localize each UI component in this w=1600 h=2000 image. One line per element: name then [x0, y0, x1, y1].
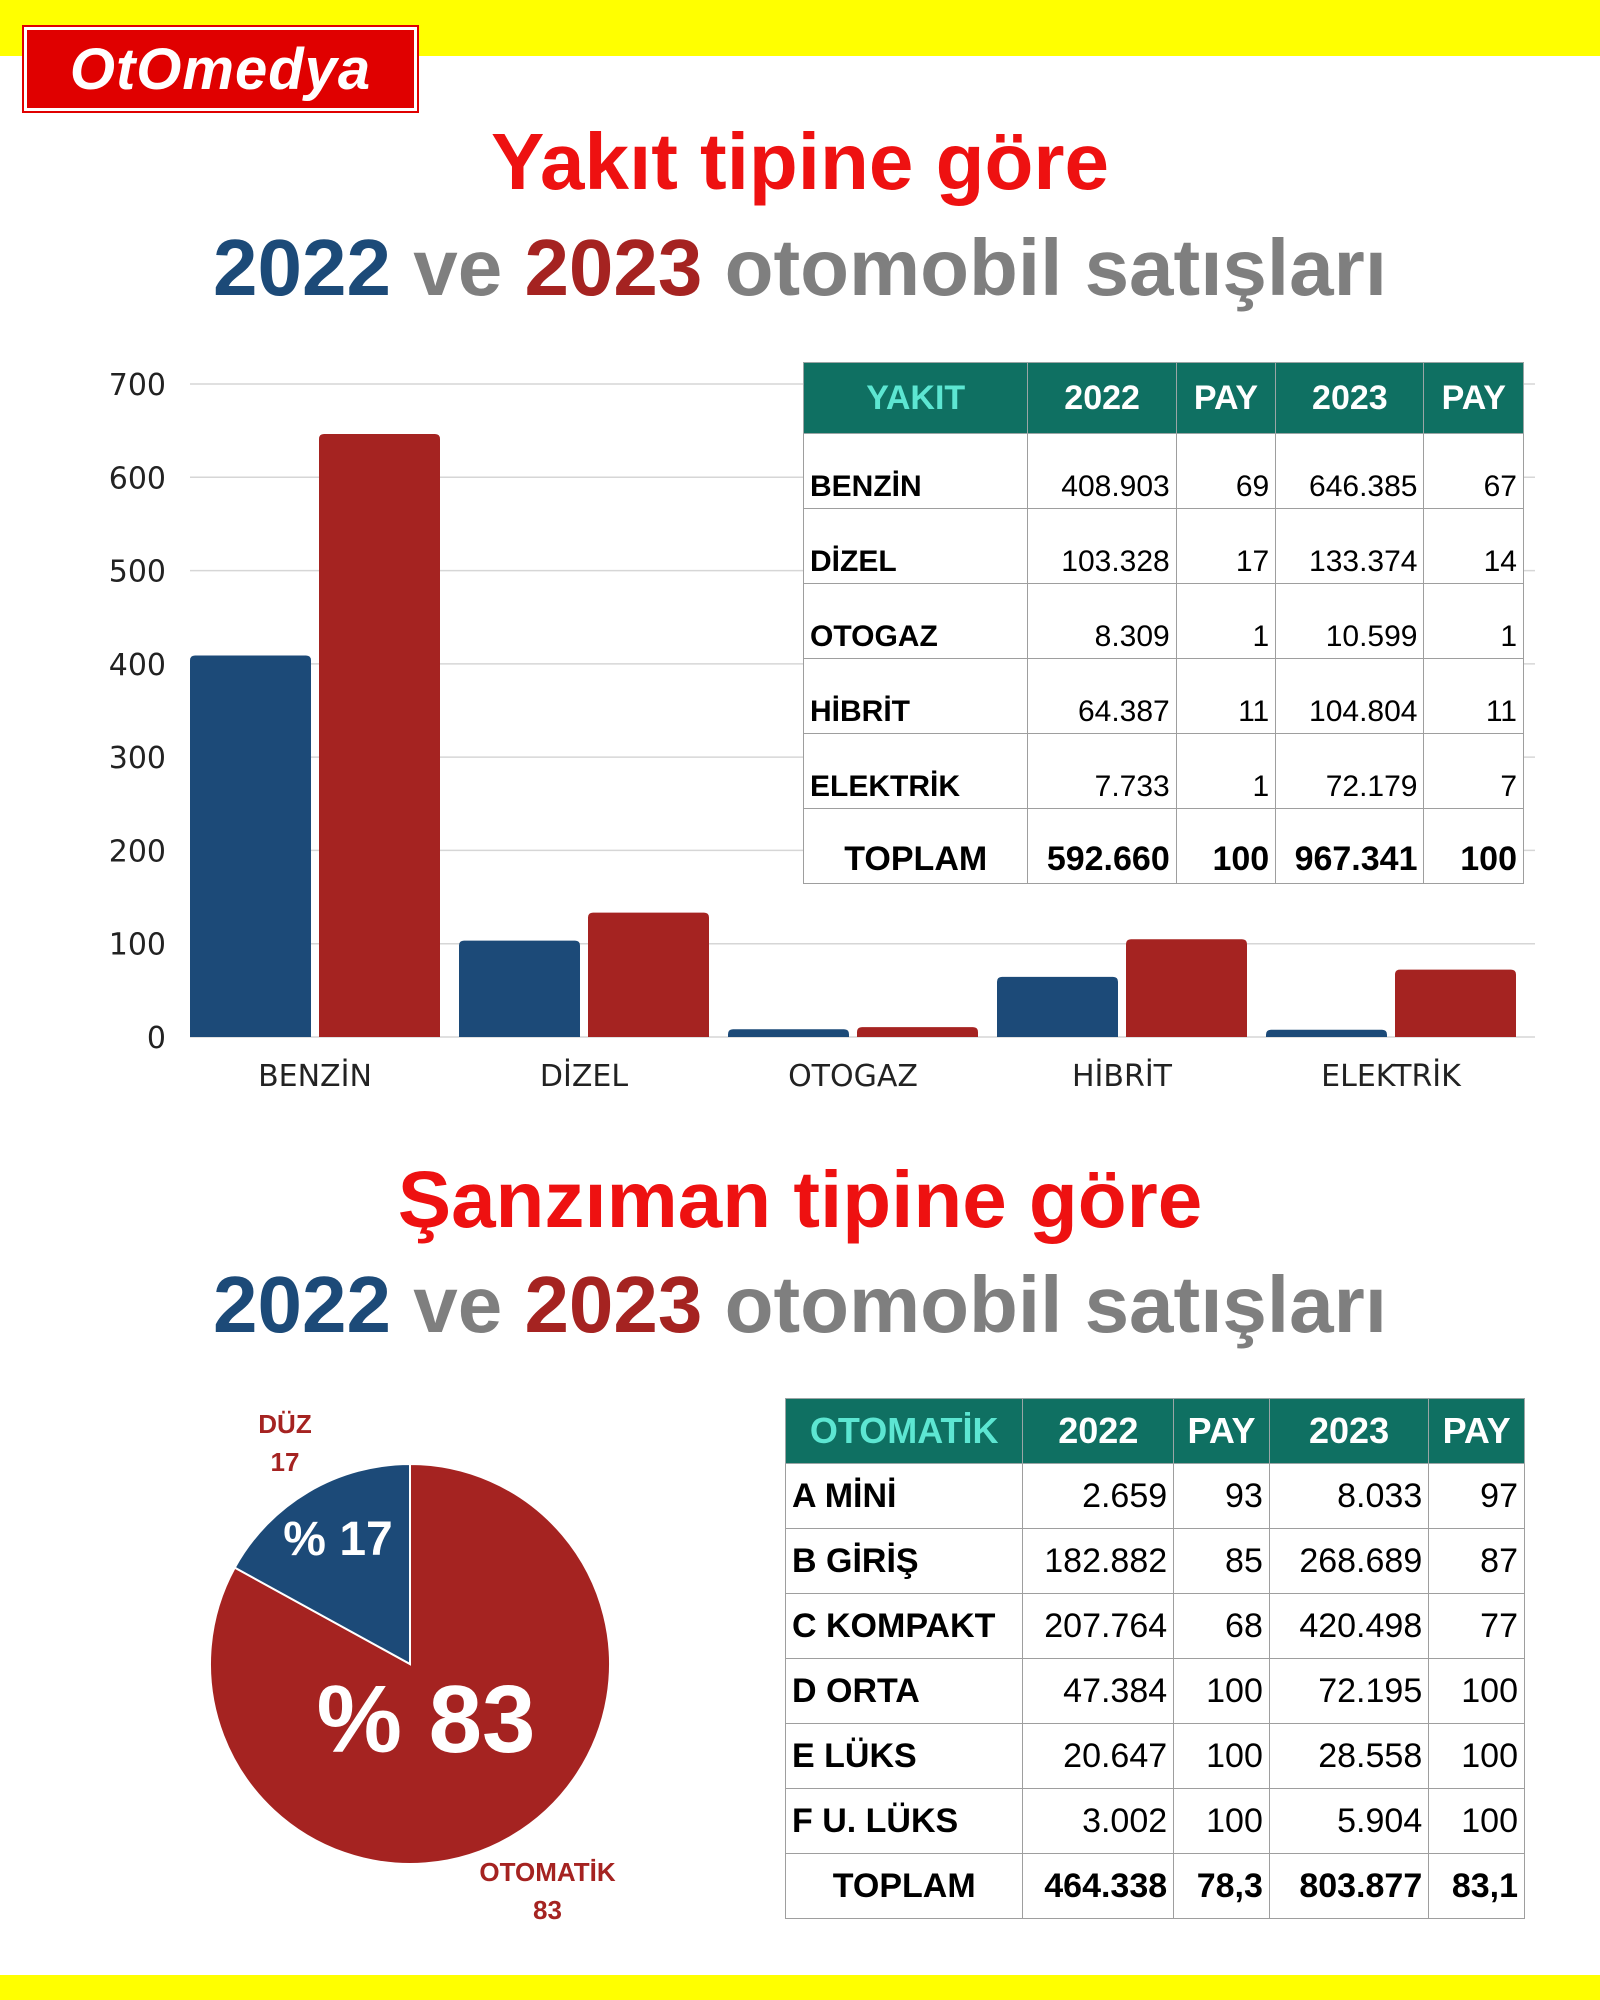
trans-table-header-row	[786, 1399, 1525, 1464]
fuel-cell-pay-2022: 100	[1176, 809, 1275, 884]
fuel-cell-2023: 72.179	[1276, 734, 1424, 809]
fuel-cell-pay-2023: 67	[1424, 434, 1524, 509]
x-tick-label: BENZİN	[258, 1059, 372, 1094]
trans-cell-2023: 803.877	[1269, 1854, 1428, 1919]
trans-cell-pay-2023: 97	[1429, 1464, 1525, 1529]
fuel-row-hibrit	[804, 659, 1524, 734]
trans-header-pay-2023: PAY	[1429, 1399, 1525, 1464]
fuel-cell-pay-2022: 1	[1176, 734, 1275, 809]
fuel-cell-2022: 408.903	[1028, 434, 1176, 509]
subtitle-rest: otomobil satışları	[724, 223, 1387, 312]
fuel-cell-pay-2023: 7	[1424, 734, 1524, 809]
pie-label-oto-value: 83	[533, 1895, 562, 1925]
transmission-pie-chart	[160, 1400, 660, 1880]
fuel-table	[803, 362, 1524, 884]
fuel-row-otogaz	[804, 584, 1524, 659]
bar-2023	[319, 434, 440, 1037]
fuel-row-benzin	[804, 434, 1524, 509]
trans-cell-2023: 5.904	[1269, 1789, 1428, 1854]
subtitle-rest: otomobil satışları	[724, 1260, 1387, 1349]
trans-row-e-luks	[786, 1724, 1525, 1789]
y-tick-label: 0	[146, 1021, 166, 1056]
fuel-header-pay-2022: PAY	[1176, 363, 1275, 434]
x-tick-label: HİBRİT	[1071, 1059, 1173, 1094]
fuel-row-elektrik	[804, 734, 1524, 809]
y-tick-label: 700	[108, 368, 166, 403]
fuel-table-header-row	[804, 363, 1524, 434]
fuel-cell-2023: 967.341	[1276, 809, 1424, 884]
trans-cell-pay-2022: 100	[1174, 1789, 1270, 1854]
bar-2023	[1395, 970, 1516, 1037]
fuel-cell-2022: 8.309	[1028, 584, 1176, 659]
fuel-cell-pay-2022: 17	[1176, 509, 1275, 584]
pie-label-duz-name: DÜZ	[258, 1409, 312, 1439]
bar-2023	[857, 1027, 978, 1037]
fuel-header-2023: 2023	[1276, 363, 1424, 434]
trans-cell-pay-2023: 100	[1429, 1659, 1525, 1724]
trans-cell-2023: 420.498	[1269, 1594, 1428, 1659]
fuel-cell-2023: 646.385	[1276, 434, 1424, 509]
fuel-cell-label: TOPLAM	[804, 809, 1028, 884]
trans-row-f-u-luks	[786, 1789, 1525, 1854]
subtitle-year-2023: 2023	[524, 1260, 703, 1349]
trans-cell-2023: 268.689	[1269, 1529, 1428, 1594]
fuel-section-title: Yakıt tipine göre	[491, 117, 1109, 206]
trans-cell-pay-2022: 85	[1174, 1529, 1270, 1594]
bar-2022	[1266, 1030, 1387, 1037]
trans-cell-2022: 464.338	[1023, 1854, 1174, 1919]
y-tick-label: 600	[108, 461, 166, 497]
transmission-section-title: Şanzıman tipine göre	[397, 1155, 1203, 1244]
pie-inner-label-otomatik: % 83	[316, 1666, 536, 1773]
y-tick-label: 200	[108, 834, 166, 870]
trans-cell-label: TOPLAM	[786, 1854, 1023, 1919]
trans-row-total	[786, 1854, 1525, 1919]
fuel-cell-2022: 592.660	[1028, 809, 1176, 884]
bar-2022	[459, 941, 580, 1037]
bar-2023	[1126, 939, 1247, 1037]
trans-cell-pay-2023: 100	[1429, 1724, 1525, 1789]
bottom-accent-bar	[0, 1975, 1600, 2000]
x-tick-label: OTOGAZ	[788, 1059, 918, 1094]
trans-cell-label: C KOMPAKT	[786, 1594, 1023, 1659]
trans-cell-pay-2023: 83,1	[1429, 1854, 1525, 1919]
trans-cell-label: B GİRİŞ	[786, 1529, 1023, 1594]
bar-2022	[997, 977, 1118, 1037]
fuel-cell-pay-2023: 11	[1424, 659, 1524, 734]
fuel-row-dizel	[804, 509, 1524, 584]
fuel-cell-pay-2023: 1	[1424, 584, 1524, 659]
trans-cell-label: F U. LÜKS	[786, 1789, 1023, 1854]
fuel-row-total	[804, 809, 1524, 884]
fuel-cell-pay-2023: 14	[1424, 509, 1524, 584]
bar-2023	[588, 913, 709, 1037]
trans-cell-pay-2022: 68	[1174, 1594, 1270, 1659]
bar-2022	[728, 1029, 849, 1037]
trans-cell-2022: 3.002	[1023, 1789, 1174, 1854]
logo-text: OtOmedya	[69, 36, 372, 102]
fuel-cell-pay-2022: 69	[1176, 434, 1275, 509]
fuel-cell-2023: 10.599	[1276, 584, 1424, 659]
trans-cell-label: A MİNİ	[786, 1464, 1023, 1529]
fuel-cell-2023: 104.804	[1276, 659, 1424, 734]
fuel-cell-2022: 103.328	[1028, 509, 1176, 584]
fuel-header-2022: 2022	[1028, 363, 1176, 434]
fuel-cell-label: ELEKTRİK	[804, 734, 1028, 809]
fuel-section-subtitle	[0, 223, 1600, 312]
trans-cell-pay-2022: 93	[1174, 1464, 1270, 1529]
trans-cell-pay-2023: 100	[1429, 1789, 1525, 1854]
trans-header-pay-2022: PAY	[1174, 1399, 1270, 1464]
trans-row-c-kompakt	[786, 1594, 1525, 1659]
subtitle-connector: ve	[413, 223, 503, 312]
fuel-header-pay-2023: PAY	[1424, 363, 1524, 434]
trans-header-otomatik: OTOMATİK	[786, 1399, 1023, 1464]
pie-inner-label-duz: % 17	[283, 1513, 393, 1566]
transmission-table	[785, 1398, 1525, 1919]
x-tick-label: ELEKTRİK	[1321, 1059, 1461, 1094]
trans-header-2022: 2022	[1023, 1399, 1174, 1464]
bar-2022	[190, 656, 311, 1037]
fuel-cell-label: BENZİN	[804, 434, 1028, 509]
y-tick-label: 400	[108, 647, 166, 683]
trans-cell-pay-2022: 78,3	[1174, 1854, 1270, 1919]
y-tick-label: 100	[108, 927, 166, 963]
fuel-cell-label: HİBRİT	[804, 659, 1028, 734]
fuel-cell-pay-2022: 11	[1176, 659, 1275, 734]
trans-cell-2022: 207.764	[1023, 1594, 1174, 1659]
trans-cell-label: D ORTA	[786, 1659, 1023, 1724]
trans-cell-2022: 2.659	[1023, 1464, 1174, 1529]
trans-cell-pay-2023: 77	[1429, 1594, 1525, 1659]
pie-label-duz-value: 17	[270, 1447, 300, 1477]
trans-row-b-giris	[786, 1529, 1525, 1594]
trans-cell-2023: 8.033	[1269, 1464, 1428, 1529]
y-tick-label: 500	[108, 554, 166, 590]
subtitle-year-2023: 2023	[524, 223, 703, 312]
fuel-header-yakit: YAKIT	[804, 363, 1028, 434]
trans-cell-pay-2022: 100	[1174, 1724, 1270, 1789]
fuel-cell-pay-2022: 1	[1176, 584, 1275, 659]
trans-header-2023: 2023	[1269, 1399, 1428, 1464]
subtitle-connector: ve	[413, 1260, 503, 1349]
transmission-section-subtitle	[0, 1260, 1600, 1349]
brand-logo	[24, 27, 417, 111]
trans-row-d-orta	[786, 1659, 1525, 1724]
fuel-cell-2022: 7.733	[1028, 734, 1176, 809]
trans-cell-2022: 47.384	[1023, 1659, 1174, 1724]
trans-cell-pay-2022: 100	[1174, 1659, 1270, 1724]
y-tick-label: 300	[108, 741, 166, 777]
subtitle-year-2022: 2022	[213, 223, 391, 312]
trans-cell-2022: 20.647	[1023, 1724, 1174, 1789]
trans-row-a-mini	[786, 1464, 1525, 1529]
x-tick-label: DİZEL	[539, 1059, 629, 1094]
fuel-cell-pay-2023: 100	[1424, 809, 1524, 884]
trans-cell-2022: 182.882	[1023, 1529, 1174, 1594]
fuel-cell-label: DİZEL	[804, 509, 1028, 584]
fuel-cell-2023: 133.374	[1276, 509, 1424, 584]
trans-cell-2023: 72.195	[1269, 1659, 1428, 1724]
trans-cell-label: E LÜKS	[786, 1724, 1023, 1789]
subtitle-year-2022: 2022	[213, 1260, 391, 1349]
fuel-cell-2022: 64.387	[1028, 659, 1176, 734]
pie-label-oto-name: OTOMATİK	[479, 1857, 616, 1887]
fuel-cell-label: OTOGAZ	[804, 584, 1028, 659]
trans-cell-2023: 28.558	[1269, 1724, 1428, 1789]
trans-cell-pay-2023: 87	[1429, 1529, 1525, 1594]
